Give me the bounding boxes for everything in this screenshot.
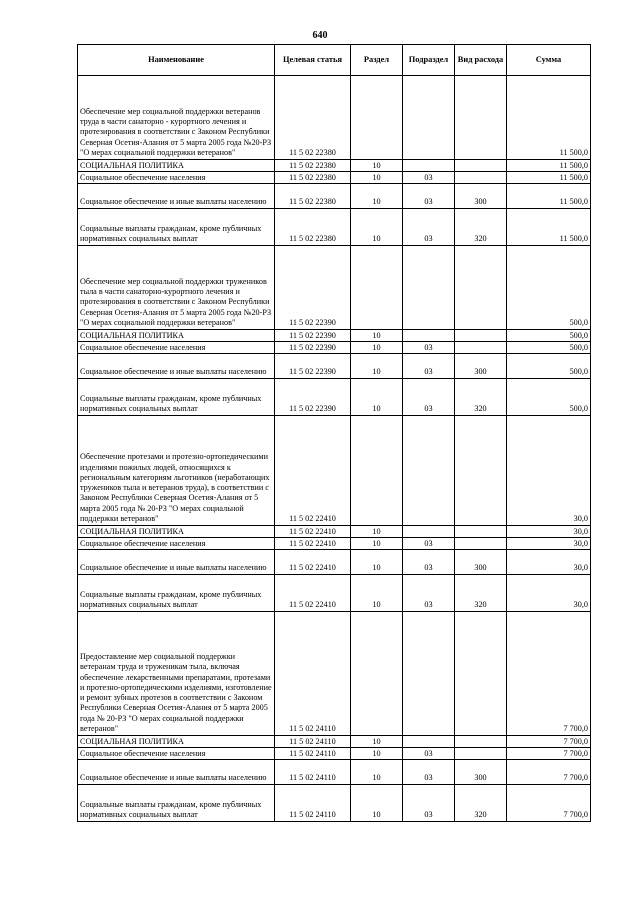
cell-name: Социальное обеспечение и иные выплаты населению (78, 184, 275, 209)
cell-target: 11 5 02 22380 (275, 184, 351, 209)
cell-expense-type (455, 416, 507, 526)
cell-target: 11 5 02 24110 (275, 748, 351, 760)
cell-subsection (403, 76, 455, 160)
cell-name: Обеспечение протезами и протезно-ортопедическими изделиями пожилых людей, относящихся к региональным категориям льготников (неработающих тружеников тыла и ветеранов труда), в соответствии с Законом Республики Северная Осетия-Алания от 5 марта 2005 года № 20-РЗ "О мерах социальной поддержки ветеранов" (78, 416, 275, 526)
cell-name: Социальные выплаты гражданам, кроме публичных нормативных социальных выплат (78, 575, 275, 612)
cell-section: 10 (351, 575, 403, 612)
cell-subsection: 03 (403, 379, 455, 416)
cell-amount: 7 700,0 (507, 612, 591, 736)
cell-amount: 500,0 (507, 379, 591, 416)
table-row (78, 354, 591, 379)
cell-subsection: 03 (403, 748, 455, 760)
cell-amount: 11 500,0 (507, 184, 591, 209)
cell-subsection (403, 526, 455, 538)
table-row (78, 172, 591, 184)
table-row (78, 246, 591, 330)
cell-target: 11 5 02 22410 (275, 526, 351, 538)
cell-subsection: 03 (403, 760, 455, 785)
cell-amount: 30,0 (507, 416, 591, 526)
table-row (78, 416, 591, 526)
cell-expense-type (455, 246, 507, 330)
cell-name: Социальное обеспечение и иные выплаты населению (78, 354, 275, 379)
header-name: Наименование (78, 45, 275, 76)
cell-subsection: 03 (403, 184, 455, 209)
cell-section: 10 (351, 209, 403, 246)
cell-name: Социальное обеспечение и иные выплаты населению (78, 550, 275, 575)
cell-amount: 11 500,0 (507, 160, 591, 172)
cell-section: 10 (351, 736, 403, 748)
cell-target: 11 5 02 22410 (275, 538, 351, 550)
cell-expense-type: 320 (455, 209, 507, 246)
table-row (78, 379, 591, 416)
cell-name: Социальное обеспечение населения (78, 172, 275, 184)
cell-expense-type: 300 (455, 184, 507, 209)
cell-name: Социальное обеспечение населения (78, 342, 275, 354)
cell-subsection (403, 612, 455, 736)
cell-target: 11 5 02 22380 (275, 209, 351, 246)
cell-section (351, 416, 403, 526)
header-expense-type: Вид расхода (455, 45, 507, 76)
header-subsection: Подраздел (403, 45, 455, 76)
cell-subsection: 03 (403, 354, 455, 379)
cell-section (351, 76, 403, 160)
cell-expense-type: 320 (455, 379, 507, 416)
cell-section: 10 (351, 785, 403, 822)
cell-amount: 7 700,0 (507, 736, 591, 748)
table-row (78, 160, 591, 172)
table-row (78, 760, 591, 785)
cell-name: СОЦИАЛЬНАЯ ПОЛИТИКА (78, 330, 275, 342)
cell-target: 11 5 02 22410 (275, 416, 351, 526)
table-row (78, 76, 591, 160)
cell-section: 10 (351, 526, 403, 538)
cell-target: 11 5 02 22390 (275, 342, 351, 354)
cell-name: СОЦИАЛЬНАЯ ПОЛИТИКА (78, 736, 275, 748)
cell-target: 11 5 02 22390 (275, 354, 351, 379)
cell-subsection: 03 (403, 785, 455, 822)
cell-section: 10 (351, 330, 403, 342)
cell-target: 11 5 02 22380 (275, 172, 351, 184)
cell-section: 10 (351, 354, 403, 379)
header-target: Целевая статья (275, 45, 351, 76)
table-row (78, 550, 591, 575)
cell-expense-type (455, 172, 507, 184)
table-header-row (78, 45, 591, 76)
cell-expense-type: 320 (455, 575, 507, 612)
cell-section: 10 (351, 748, 403, 760)
cell-name: Предоставление мер социальной поддержки ветеранам труда и труженикам тыла, включая обеспечение лекарственными препаратами, протезами и протезно-ортопедическими изделиями, изготовление и ремонт зубных протезов в соответствии с Законом Республики Северная Осетия-Алания от 5 марта 2005 года № 20-РЗ "О мерах социальной поддержки ветеранов" (78, 612, 275, 736)
cell-subsection: 03 (403, 538, 455, 550)
cell-section: 10 (351, 184, 403, 209)
cell-section: 10 (351, 160, 403, 172)
cell-expense-type (455, 736, 507, 748)
cell-expense-type: 300 (455, 760, 507, 785)
cell-expense-type (455, 748, 507, 760)
cell-target: 11 5 02 22390 (275, 246, 351, 330)
table-row (78, 342, 591, 354)
cell-expense-type: 300 (455, 550, 507, 575)
header-section: Раздел (351, 45, 403, 76)
cell-subsection: 03 (403, 342, 455, 354)
cell-section: 10 (351, 760, 403, 785)
cell-amount: 7 700,0 (507, 748, 591, 760)
table-row (78, 575, 591, 612)
cell-section: 10 (351, 172, 403, 184)
cell-section: 10 (351, 342, 403, 354)
cell-name: Обеспечение мер социальной поддержки ветеранов труда в части санаторно - курортного лечения и протезирования в соответствии с Законом Республики Северная Осетия-Алания от 5 марта 2005 года №20-РЗ "О мерах социальной поддержки ветеранов" (78, 76, 275, 160)
cell-amount: 500,0 (507, 330, 591, 342)
table-body (78, 76, 591, 822)
cell-section: 10 (351, 538, 403, 550)
cell-section (351, 246, 403, 330)
cell-subsection: 03 (403, 575, 455, 612)
cell-name: Социальное обеспечение населения (78, 538, 275, 550)
cell-subsection: 03 (403, 550, 455, 575)
cell-target: 11 5 02 24110 (275, 785, 351, 822)
header-amount: Сумма (507, 45, 591, 76)
cell-subsection (403, 330, 455, 342)
table-row (78, 748, 591, 760)
cell-amount: 500,0 (507, 342, 591, 354)
cell-expense-type (455, 160, 507, 172)
cell-amount: 30,0 (507, 575, 591, 612)
cell-section (351, 612, 403, 736)
cell-expense-type (455, 538, 507, 550)
cell-expense-type (455, 342, 507, 354)
table-row (78, 184, 591, 209)
cell-amount: 11 500,0 (507, 76, 591, 160)
cell-amount: 7 700,0 (507, 785, 591, 822)
cell-name: Социальные выплаты гражданам, кроме публичных нормативных социальных выплат (78, 209, 275, 246)
page-number: 640 (312, 30, 328, 41)
cell-subsection (403, 736, 455, 748)
cell-amount: 30,0 (507, 526, 591, 538)
cell-expense-type (455, 330, 507, 342)
cell-name: Социальные выплаты гражданам, кроме публичных нормативных социальных выплат (78, 379, 275, 416)
cell-subsection (403, 160, 455, 172)
cell-name: Социальное обеспечение населения (78, 748, 275, 760)
cell-target: 11 5 02 24110 (275, 760, 351, 785)
cell-section: 10 (351, 550, 403, 575)
cell-expense-type: 300 (455, 354, 507, 379)
budget-table (77, 44, 591, 822)
table-row (78, 612, 591, 736)
cell-section: 10 (351, 379, 403, 416)
cell-amount: 30,0 (507, 538, 591, 550)
cell-subsection: 03 (403, 172, 455, 184)
cell-amount: 11 500,0 (507, 209, 591, 246)
cell-target: 11 5 02 22380 (275, 160, 351, 172)
cell-target: 11 5 02 22410 (275, 575, 351, 612)
cell-target: 11 5 02 22390 (275, 379, 351, 416)
table-row (78, 209, 591, 246)
cell-amount: 30,0 (507, 550, 591, 575)
cell-amount: 11 500,0 (507, 172, 591, 184)
cell-subsection (403, 246, 455, 330)
cell-amount: 500,0 (507, 354, 591, 379)
cell-subsection: 03 (403, 209, 455, 246)
cell-amount: 7 700,0 (507, 760, 591, 785)
cell-target: 11 5 02 22380 (275, 76, 351, 160)
cell-name: СОЦИАЛЬНАЯ ПОЛИТИКА (78, 526, 275, 538)
cell-expense-type (455, 612, 507, 736)
cell-target: 11 5 02 24110 (275, 736, 351, 748)
table-row (78, 330, 591, 342)
cell-subsection (403, 416, 455, 526)
table-row (78, 538, 591, 550)
cell-name: СОЦИАЛЬНАЯ ПОЛИТИКА (78, 160, 275, 172)
cell-name: Обеспечение мер социальной поддержки тружеников тыла в части санаторно-курортного лечения и протезирования в соответствии с Законом Республики Северная Осетия-Алания от 5 марта 2005 года №20-РЗ "О мерах социальной поддержки ветеранов" (78, 246, 275, 330)
cell-target: 11 5 02 22390 (275, 330, 351, 342)
cell-name: Социальные выплаты гражданам, кроме публичных нормативных социальных выплат (78, 785, 275, 822)
cell-expense-type (455, 526, 507, 538)
table-row (78, 736, 591, 748)
cell-target: 11 5 02 22410 (275, 550, 351, 575)
table-row (78, 785, 591, 822)
cell-amount: 500,0 (507, 246, 591, 330)
cell-name: Социальное обеспечение и иные выплаты населению (78, 760, 275, 785)
cell-expense-type: 320 (455, 785, 507, 822)
table-row (78, 526, 591, 538)
cell-expense-type (455, 76, 507, 160)
cell-target: 11 5 02 24110 (275, 612, 351, 736)
